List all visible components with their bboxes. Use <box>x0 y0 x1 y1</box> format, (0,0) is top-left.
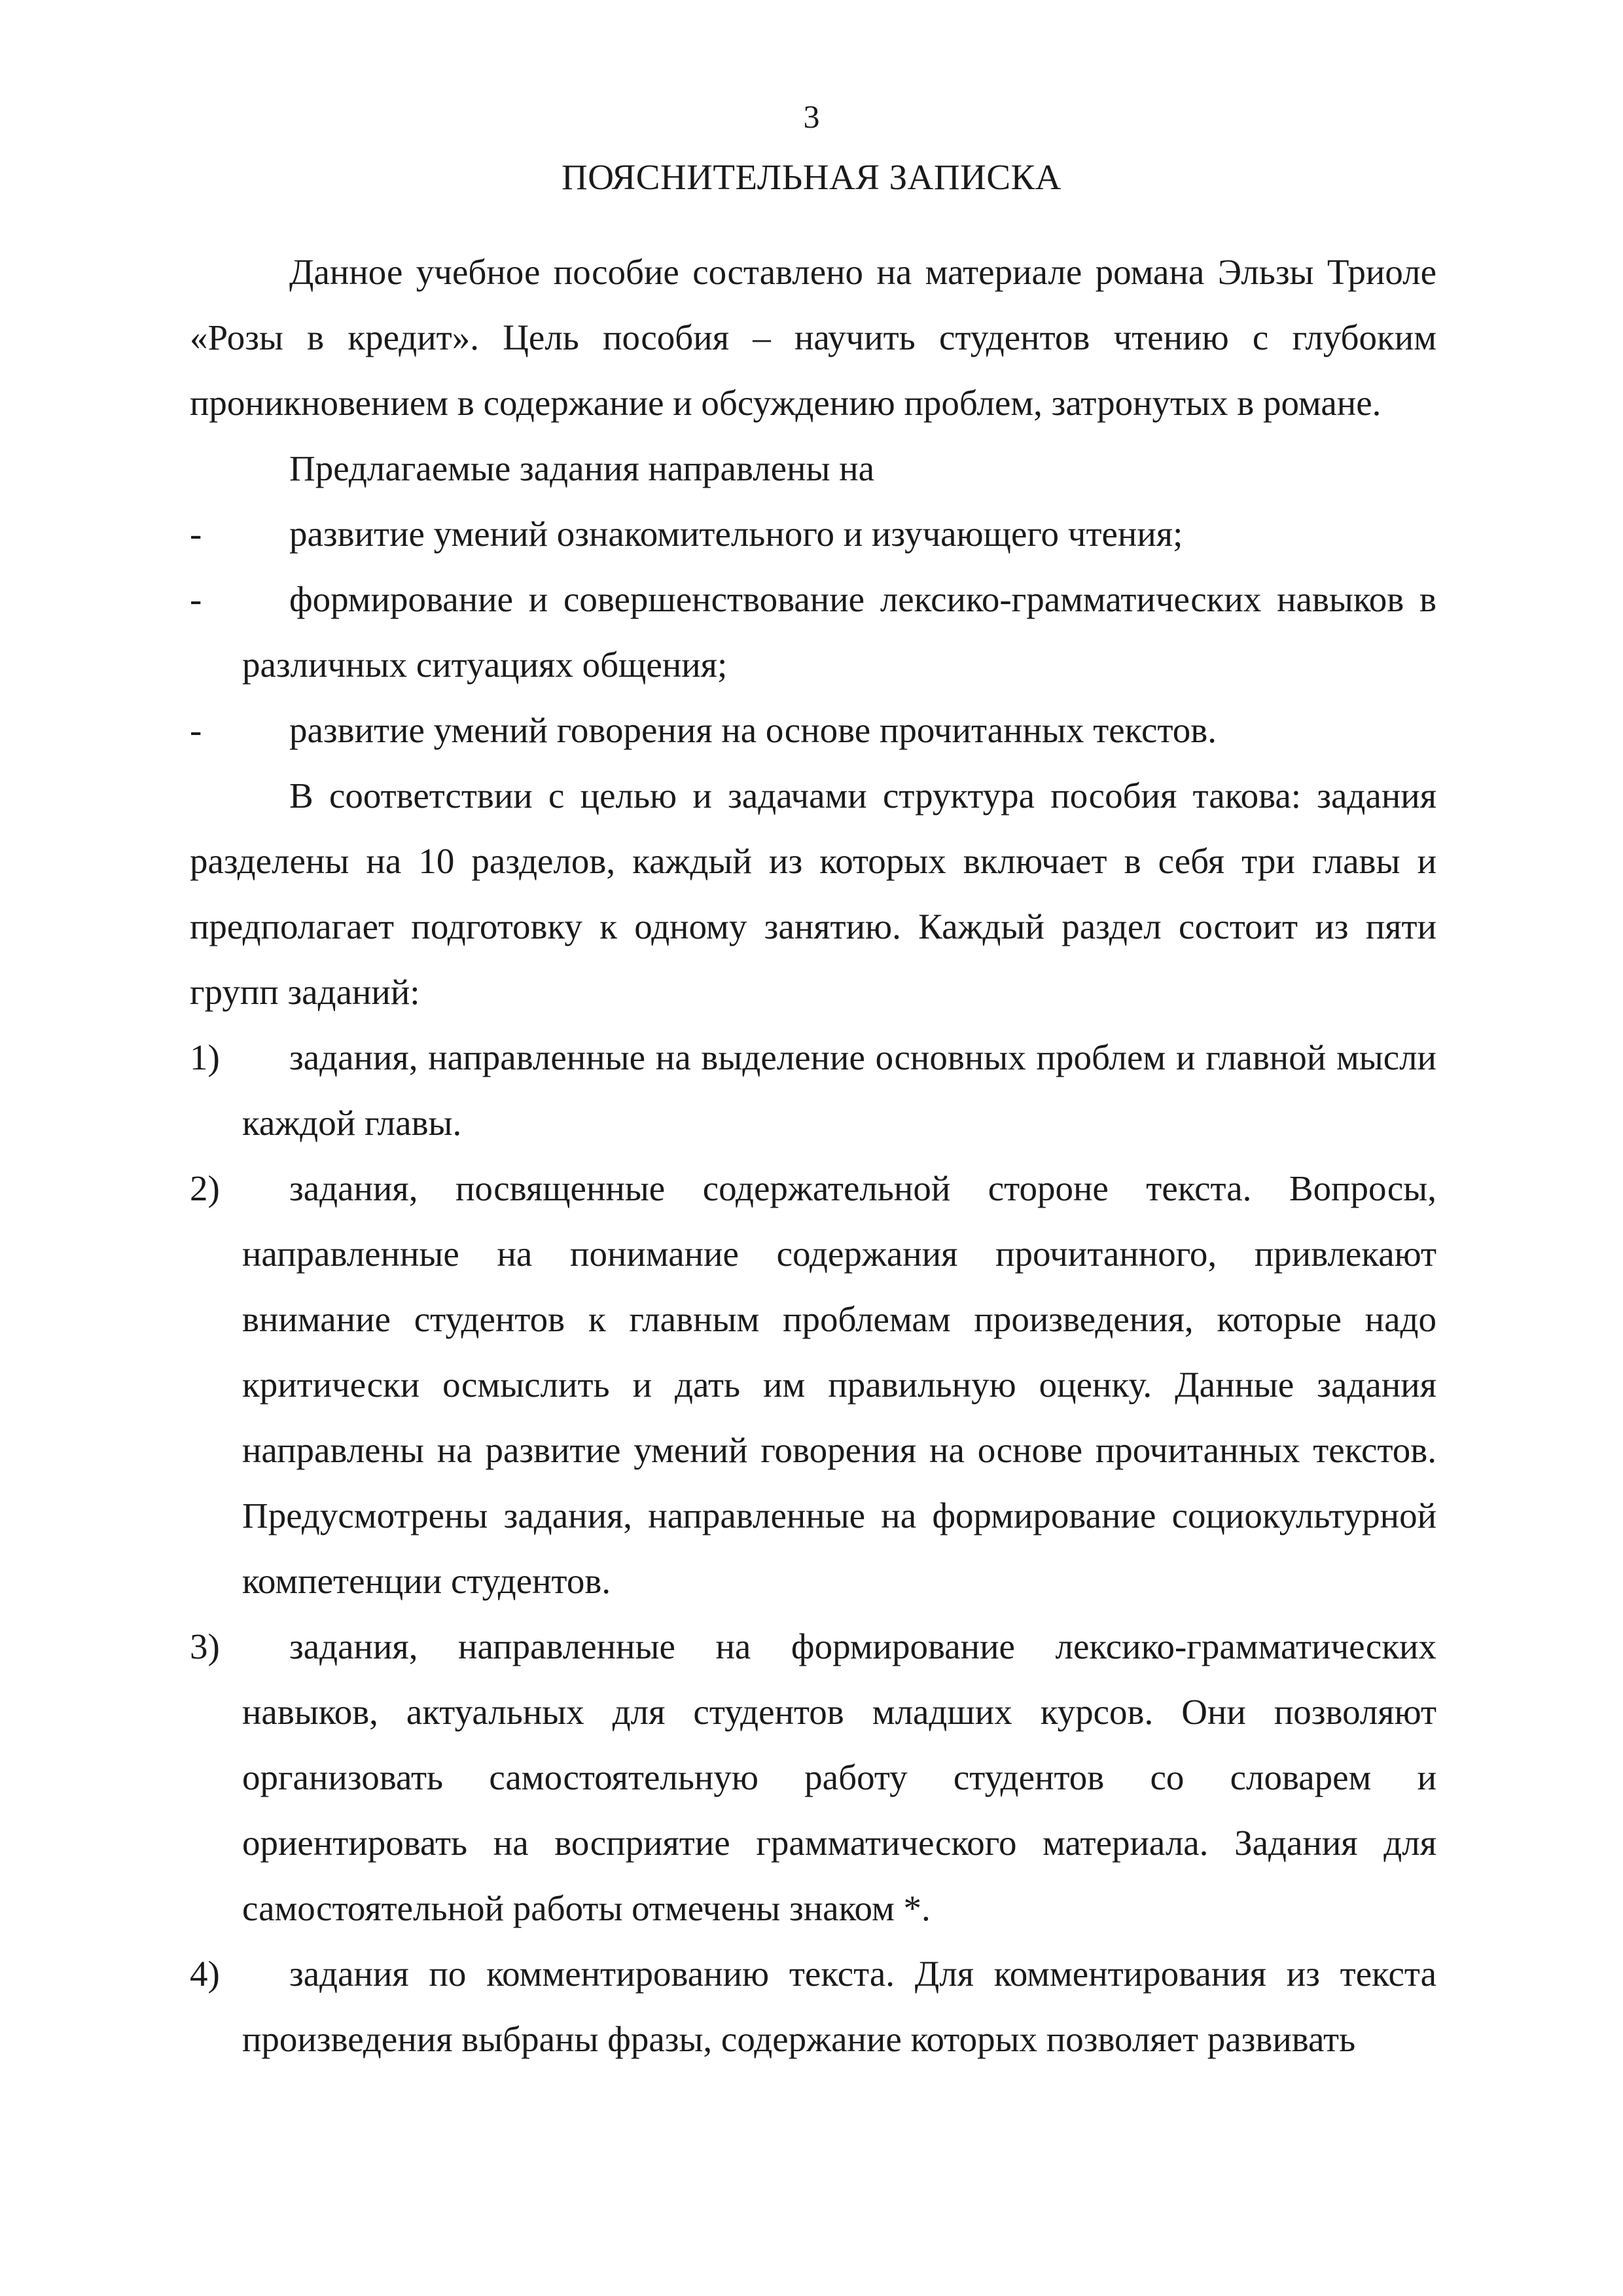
numbered-item <box>190 1941 1436 2072</box>
numbered-marker: 3) <box>190 1626 220 1666</box>
numbered-text: задания по комментированию текста. Для комментирования из текста произведения выбраны фразы, содержание которых позволяет развивать <box>242 1954 1436 2059</box>
bullet-marker: - <box>190 710 202 750</box>
intro-paragraph: Данное учебное пособие составлено на материале романа Эльзы Триоле «Розы в кредит». Цель пособия – научить студентов чтению с глубоким проникновением в содержание и обсуждению проблем, затронутых в романе. <box>190 252 1436 423</box>
structure-paragraph: В соответствии с целью и задачами структура пособия такова: задания разделены на 10 разделов, каждый из которых включает в себя три главы и предполагает подготовку к одному занятию. Каждый раздел состоит из пяти групп заданий: <box>190 776 1436 1012</box>
page-title: ПОЯСНИТЕЛЬНАЯ ЗАПИСКА <box>562 157 1061 197</box>
tasks-lead-paragraph: Предлагаемые задания направлены на <box>289 448 875 488</box>
bullet-marker: - <box>190 579 202 619</box>
numbered-marker: 4) <box>190 1954 220 1994</box>
numbered-item <box>190 1156 1436 1614</box>
document-body <box>190 240 1436 2072</box>
numbered-text: задания, посвященные содержательной стороне текста. Вопросы, направленные на понимание содержания прочитанного, привлекают внимание студентов к главным проблемам произведения, которые надо критически осмыслить и дать им правильную оценку. Данные задания направлены на развитие умений говорения на основе прочитанных текстов. Предусмотрены задания, направленные на формирование социокультурной компетенции студентов. <box>242 1168 1436 1601</box>
numbered-item <box>190 1025 1436 1156</box>
numbered-item <box>190 1614 1436 1941</box>
bullet-item <box>190 698 1436 763</box>
bullet-text: формирование и совершенствование лексико-грамматических навыков в различных ситуациях общения; <box>242 579 1436 685</box>
bullet-text: развитие умений говорения на основе прочитанных текстов. <box>289 710 1217 750</box>
numbered-text: задания, направленные на выделение основных проблем и главной мысли каждой главы. <box>242 1037 1436 1143</box>
page-number: 3 <box>803 98 820 135</box>
bullet-item <box>190 567 1436 698</box>
bullet-item <box>190 501 1436 567</box>
bullet-text: развитие умений ознакомительного и изучающего чтения; <box>289 514 1183 554</box>
bullet-marker: - <box>190 514 202 554</box>
numbered-marker: 2) <box>190 1168 220 1208</box>
numbered-text: задания, направленные на формирование лексико-грамматических навыков, актуальных для студентов младших курсов. Они позволяют организовать самостоятельную работу студентов со словарем и ориентировать на восприятие грамматического материала. Задания для самостоятельной работы отмечены знаком *. <box>242 1626 1436 1928</box>
numbered-marker: 1) <box>190 1037 220 1077</box>
